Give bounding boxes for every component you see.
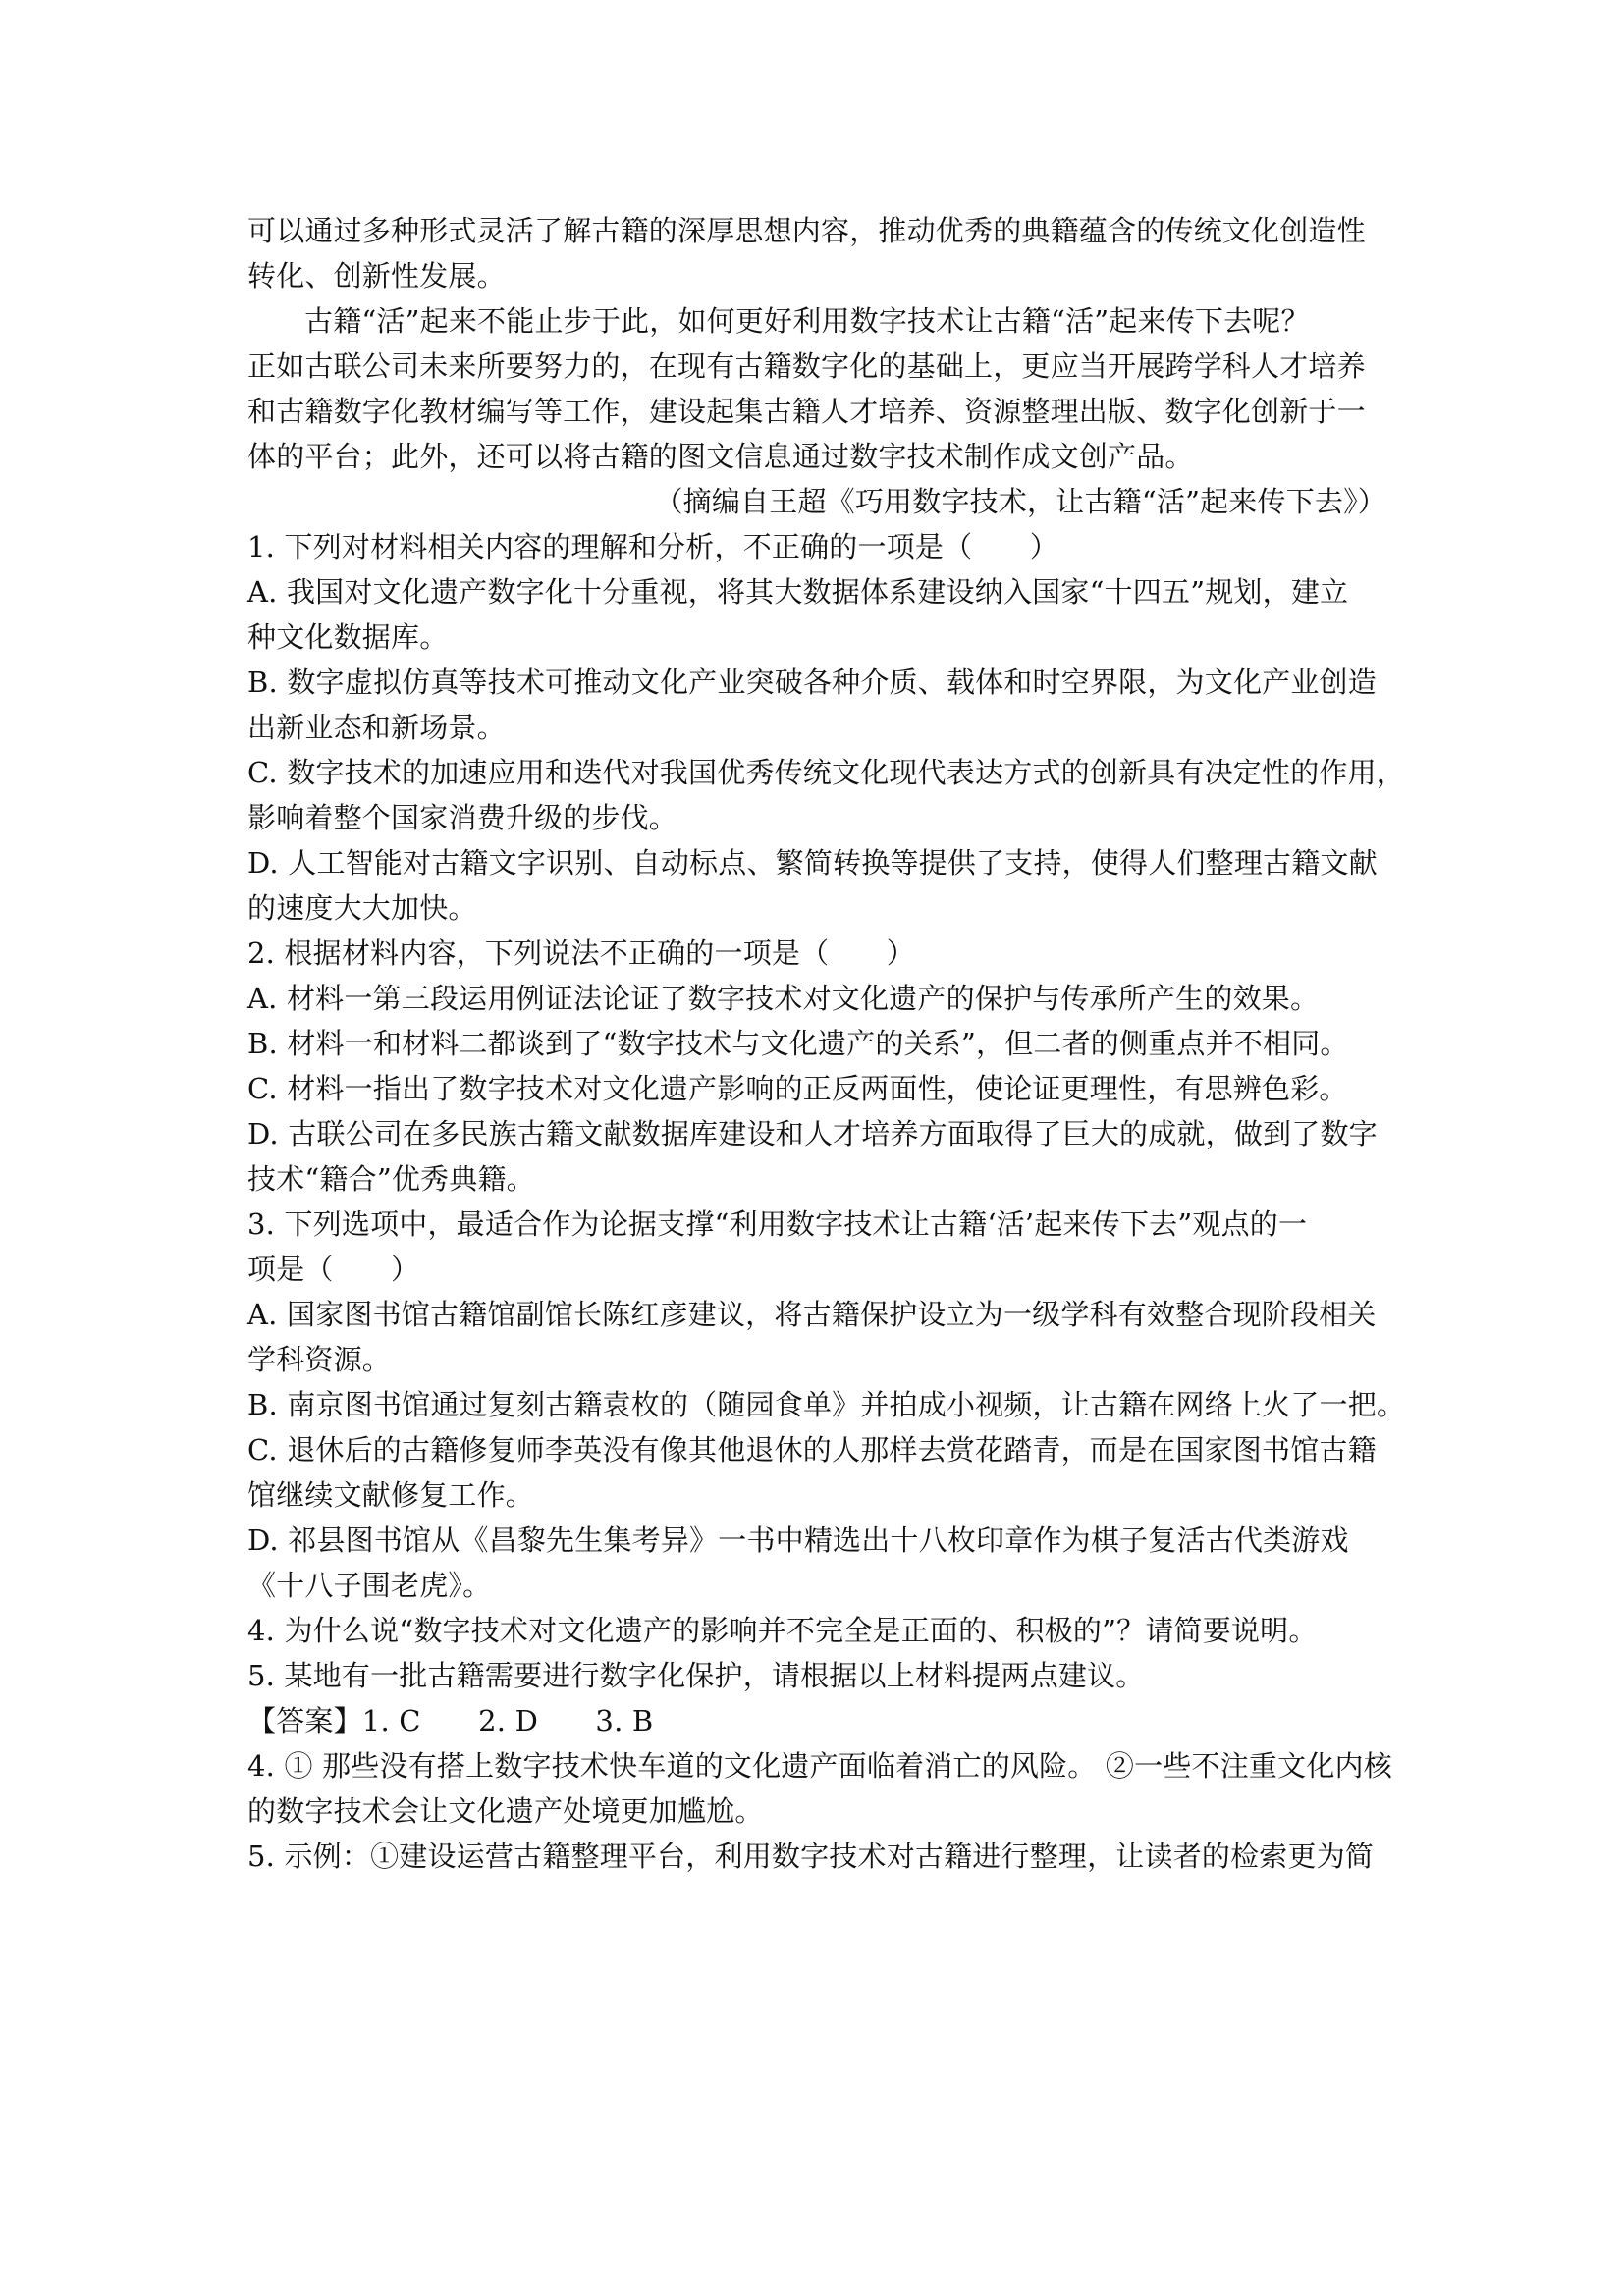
option-b: B. 数字虚拟仿真等技术可推动文化产业突破各种介质、载体和时空界限，为文化产业创造 — [247, 666, 1377, 699]
option-c: C. 材料一指出了数字技术对文化遗产影响的正反两面性，使论证更理性，有思辨色彩。 — [247, 1072, 1348, 1105]
option-b: B. 材料一和材料二都谈到了“数字技术与文化遗产的关系”，但二者的侧重点并不相同。 — [247, 1027, 1349, 1060]
question-stem-cont: 项是（ ） — [247, 1253, 420, 1286]
question-2 — [247, 931, 1386, 1201]
option-a: A. 材料一第三段运用例证法论证了数字技术对文化遗产的保护与传承所产生的效果。 — [247, 982, 1320, 1015]
answer-4: 4. ① 那些没有搭上数字技术快车道的文化遗产面临着消亡的风险。 ②一些不注重文化内核 — [247, 1749, 1392, 1783]
option-a-cont: 学科资源。 — [247, 1343, 392, 1376]
text-line: 体的平台；此外，还可以将古籍的图文信息通过数字技术制作成文创产品。 — [247, 440, 1194, 473]
option-d-cont: 的速度大大加快。 — [247, 891, 477, 925]
passage-paragraph-1 — [247, 208, 1386, 298]
option-d: D. 祁县图书馆从《昌黎先生集考异》一书中精选出十八枚印章作为棋子复活古代类游戏 — [247, 1523, 1349, 1557]
text-line: 和古籍数字化教材编写等工作，建设起集古籍人才培养、资源整理出版、数字化创新于一 — [247, 395, 1366, 428]
option-d-cont: 技术“籍合”优秀典籍。 — [247, 1162, 535, 1196]
answer-5: 5. 示例：①建设运营古籍整理平台，利用数字技术对古籍进行整理，让读者的检索更为简 — [247, 1840, 1375, 1873]
option-c: C. 退休后的古籍修复师李英没有像其他退休的人那样去赏花踏青，而是在国家图书馆古籍 — [247, 1433, 1377, 1467]
option-b-cont: 出新业态和新场景。 — [247, 711, 506, 744]
question-stem: 3. 下列选项中，最适合作为论据支撑“利用数字技术让古籍‘活’起来传下去”观点的一 — [247, 1207, 1308, 1241]
option-a: A. 我国对文化遗产数字化十分重视，将其大数据体系建设纳入国家“十四五”规划，建立 — [247, 575, 1349, 609]
answer-header: 【答案】1. C 2. D 3. B — [247, 1704, 654, 1737]
text-line: 古籍“活”起来不能止步于此，如何更好利用数字技术让古籍“活”起来传下去呢？ — [304, 304, 1310, 338]
question-5: 5. 某地有一批古籍需要进行数字化保护，请根据以上材料提两点建议。 — [247, 1659, 1145, 1692]
text-line: 转化、创新性发展。 — [247, 259, 506, 293]
answer-section — [247, 1698, 1392, 1879]
question-stem: 1. 下列对材料相关内容的理解和分析，不正确的一项是（ ） — [247, 530, 1058, 563]
text-line: 正如古联公司未来所要努力的，在现有古籍数字化的基础上，更应当开展跨学科人才培养 — [247, 349, 1366, 383]
option-a: A. 国家图书馆古籍馆副馆长陈红彦建议，将古籍保护设立为一级学科有效整合现阶段相关 — [247, 1298, 1377, 1331]
question-stem: 2. 根据材料内容，下列说法不正确的一项是（ ） — [247, 936, 915, 970]
document-page — [247, 208, 1406, 1879]
question-3 — [247, 1201, 1406, 1608]
option-c-cont: 馆继续文献修复工作。 — [247, 1478, 535, 1512]
option-c: C. 数字技术的加速应用和迭代对我国优秀传统文化现代表达方式的创新具有决定性的作用， — [247, 756, 1405, 789]
text-line: 可以通过多种形式灵活了解古籍的深厚思想内容，推动优秀的典籍蕴含的传统文化创造性 — [247, 214, 1366, 247]
option-a-cont: 种文化数据库。 — [247, 620, 449, 654]
question-1 — [247, 524, 1405, 931]
option-c-cont: 影响着整个国家消费升级的步伐。 — [247, 801, 678, 834]
option-d: D. 古联公司在多民族古籍文献数据库建设和人才培养方面取得了巨大的成就，做到了数字 — [247, 1117, 1378, 1150]
option-d-cont: 《十八子围老虎》。 — [247, 1569, 492, 1602]
option-d: D. 人工智能对古籍文字识别、自动标点、繁简转换等提供了支持，使得人们整理古籍文献 — [247, 846, 1378, 880]
source-citation: （摘编自王超《巧用数字技术，让古籍“活”起来传下去》） — [654, 485, 1386, 518]
passage-paragraph-2 — [247, 298, 1386, 479]
question-4: 4. 为什么说“数字技术对文化遗产的影响并不完全是正面的、积极的”？请简要说明。 — [247, 1614, 1318, 1647]
answer-4-cont: 的数字技术会让文化遗产处境更加尴尬。 — [247, 1794, 764, 1828]
option-b: B. 南京图书馆通过复刻古籍袁枚的（随园食单》并拍成小视频，让古籍在网络上火了一把。 — [247, 1388, 1406, 1421]
